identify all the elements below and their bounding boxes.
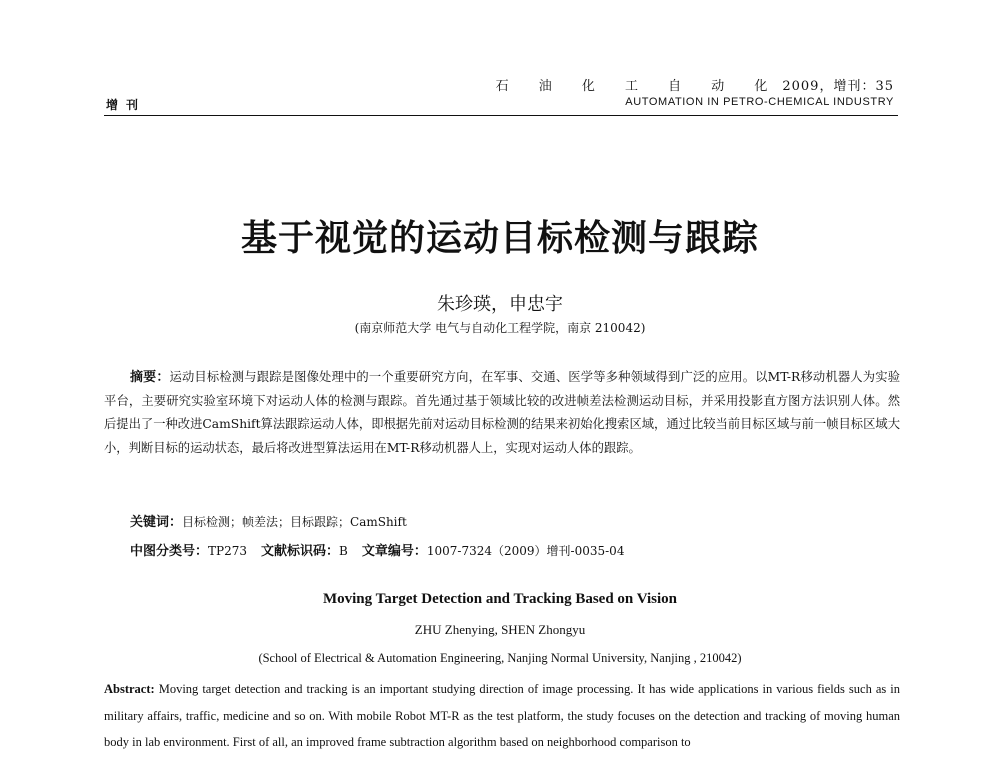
journal-name-cn: 石 油 化 工 自 动 化 <box>495 79 781 94</box>
keywords-text: 目标检测；帧差法；目标跟踪；CamShift <box>182 515 407 529</box>
doc-code-label: 文献标识码： <box>261 544 340 559</box>
doc-code-value: B <box>339 544 348 558</box>
english-authors: ZHU Zhenying, SHEN Zhongyu <box>414 622 586 637</box>
authors: 朱珍瑛，申忠宇 <box>437 294 563 315</box>
paper-title: 基于视觉的运动目标检测与跟踪 <box>240 217 759 259</box>
english-abstract-text: Moving target detection and tracking is an important studying direction of image processing. It has wide applications in various fields such as in military affairs, traffic, medicine and so on. With mobile Robot MT-R as the test platform, the study focuses on the detection and tracking of moving human body in lab environment. First of all, an improved frame subtraction algorithm based on neighborhood comparison to <box>104 682 901 749</box>
english-affiliation: (School of Electrical & Automation Engineering, Nanjing Normal University, Nanjing , 210042) <box>258 651 742 665</box>
article-no-value: 1007-7324（2009）增刊-0035-04 <box>426 544 625 558</box>
abstract-cn-label: 摘要： <box>130 370 170 385</box>
article-no-label: 文章编号： <box>361 544 427 559</box>
classification-line <box>130 540 624 559</box>
keywords-label: 关键词： <box>130 515 183 530</box>
keywords <box>130 511 407 530</box>
issue-info: 2009，增刊：35 <box>782 79 894 94</box>
header-rule <box>104 115 898 116</box>
clc-label: 中图分类号： <box>130 544 209 559</box>
section-label: 增刊 <box>106 98 147 112</box>
affiliation: (南京师范大学 电气与自动化工程学院，南京 210042) <box>354 321 646 335</box>
clc-value: TP273 <box>208 544 247 558</box>
english-title: Moving Target Detection and Tracking Based on Vision <box>322 591 678 607</box>
journal-name-en: AUTOMATION IN PETRO-CHEMICAL INDUSTRY <box>625 96 894 108</box>
abstract-cn <box>104 366 900 460</box>
abstract-cn-text: 运动目标检测与跟踪是图像处理中的一个重要研究方向，在军事、交通、医学等多种领域得到广泛的应用。以MT-R移动机器人为实验平台，主要研究实验室环境下对运动人体的检测与跟踪。首先通过基于领域比较的改进帧差法检测运动目标，并采用投影直方图方法识别人体。然后提出了一种改进CamShift算法跟踪运动人体，即根据先前对运动目标检测的结果来初始化搜索区域，通过比较当前目标区域与前一帧目标区域大小，判断目标的运动状态，最后将改进型算法运用在MT-R移动机器人上，实现对运动人体的跟踪。 <box>104 370 900 455</box>
english-abstract <box>104 676 900 756</box>
english-abstract-label: Abstract: <box>104 682 155 696</box>
journal-header-cn <box>496 75 894 94</box>
